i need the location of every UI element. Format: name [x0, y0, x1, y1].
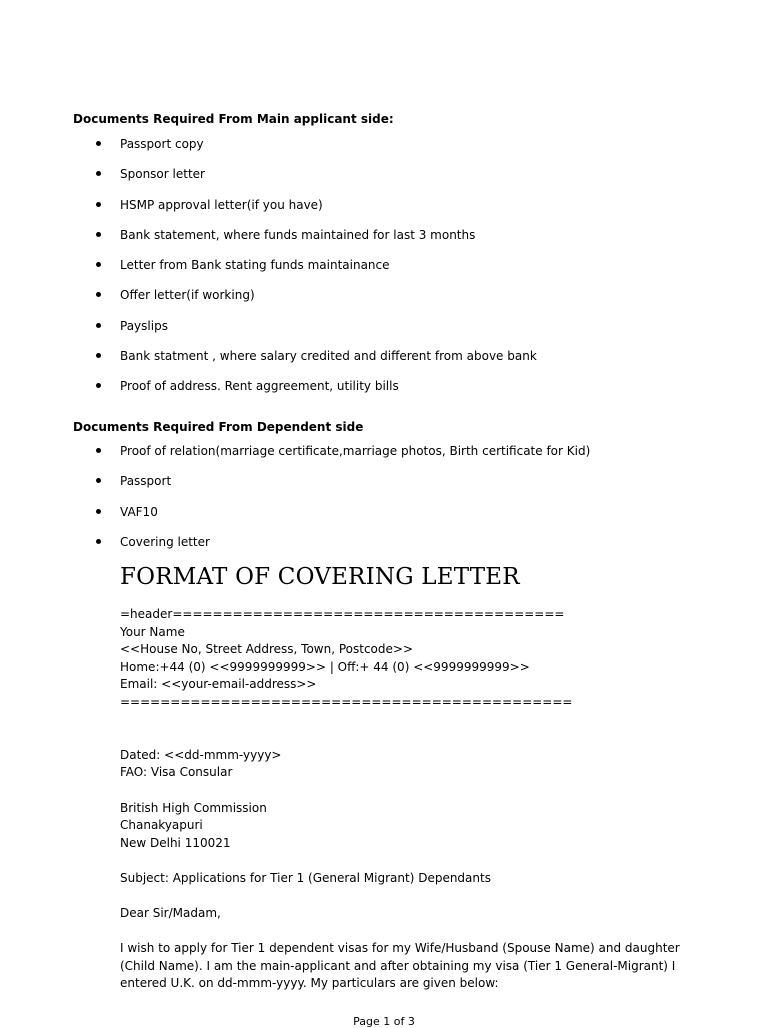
list-item	[0, 443, 590, 473]
bullet-icon	[96, 383, 101, 388]
blank-line	[120, 923, 680, 941]
list-item	[0, 287, 537, 317]
list-item-text: Payslips	[120, 318, 168, 333]
bullet-icon	[96, 353, 101, 358]
format-title: FORMAT OF COVERING LETTER	[120, 564, 520, 590]
body-line: entered U.K. on dd-mmm-yyyy. My particulars are given below:	[120, 976, 499, 991]
list-item-text: Offer letter(if working)	[120, 288, 255, 303]
blank-line	[120, 729, 680, 747]
fao-line: FAO: Visa Consular	[120, 765, 233, 780]
recipient-line: Chanakyapuri	[120, 818, 203, 833]
header-line: =header=======================================	[120, 607, 565, 621]
list-item-text: VAF10	[120, 504, 158, 519]
recipient-line: British High Commission	[120, 800, 267, 815]
list-item	[0, 257, 537, 287]
dependent-list	[0, 443, 590, 564]
sender-email: Email: <<your-email-address>>	[120, 677, 317, 692]
list-item-text: Bank statement, where funds maintained for last 3 months	[120, 227, 476, 242]
bullet-icon	[96, 448, 101, 453]
list-item	[0, 534, 590, 564]
main-applicant-list	[0, 136, 537, 409]
list-item	[0, 197, 537, 227]
list-item	[0, 318, 537, 348]
list-item	[0, 348, 537, 378]
list-item-text: Proof of relation(marriage certificate,marriage photos, Birth certificate for Kid)	[120, 444, 591, 458]
blank-line	[120, 712, 680, 730]
sender-phones: Home:+44 (0) <<9999999999>> | Off:+ 44 (0) <<9999999999>>	[120, 659, 530, 674]
list-item	[0, 136, 537, 166]
list-item	[0, 166, 537, 196]
bullet-icon	[96, 509, 101, 514]
list-item-text: HSMP approval letter(if you have)	[120, 197, 323, 212]
separator-line: =============================================	[120, 694, 573, 709]
list-item	[0, 504, 590, 534]
page-number: Page 1 of 3	[353, 1015, 415, 1028]
list-item	[0, 378, 537, 408]
bullet-icon	[96, 539, 101, 544]
main-applicant-heading: Documents Required From Main applicant side:	[73, 112, 394, 126]
sender-address: <<House No, Street Address, Town, Postcode>>	[120, 642, 414, 657]
dated-line: Dated: <<dd-mmm-yyyy>	[120, 747, 282, 762]
dependent-heading: Documents Required From Dependent side	[73, 420, 364, 434]
blank-line	[120, 852, 680, 870]
list-item-text: Covering letter	[120, 534, 210, 549]
list-item-text: Bank statment , where salary credited and different from above bank	[120, 349, 537, 364]
list-item-text: Passport	[120, 474, 172, 489]
bullet-icon	[96, 141, 101, 146]
bullet-icon	[96, 262, 101, 267]
bullet-icon	[96, 292, 101, 297]
subject-line: Subject: Applications for Tier 1 (General Migrant) Dependants	[120, 870, 491, 885]
sender-name: Your Name	[120, 624, 185, 639]
list-item-text: Proof of address. Rent aggreement, utility bills	[120, 379, 399, 394]
blank-line	[120, 782, 680, 800]
bullet-icon	[96, 478, 101, 483]
blank-line	[120, 888, 680, 906]
body-line: I wish to apply for Tier 1 dependent visas for my Wife/Husband (Spouse Name) and daughter	[120, 941, 680, 956]
list-item	[0, 227, 537, 257]
list-item-text: Sponsor letter	[120, 167, 205, 182]
salutation-line: Dear Sir/Madam,	[120, 906, 221, 921]
bullet-icon	[96, 171, 101, 176]
bullet-icon	[96, 202, 101, 207]
bullet-icon	[96, 232, 101, 237]
recipient-line: New Delhi 110021	[120, 835, 231, 850]
body-line: (Child Name). I am the main-applicant and after obtaining my visa (Tier 1 General-Migrant) I	[120, 958, 676, 973]
list-item	[0, 473, 590, 503]
list-item-text: Passport copy	[120, 137, 204, 151]
list-item-text: Letter from Bank stating funds maintainance	[120, 258, 390, 273]
bullet-icon	[96, 323, 101, 328]
covering-letter-template	[120, 606, 680, 993]
